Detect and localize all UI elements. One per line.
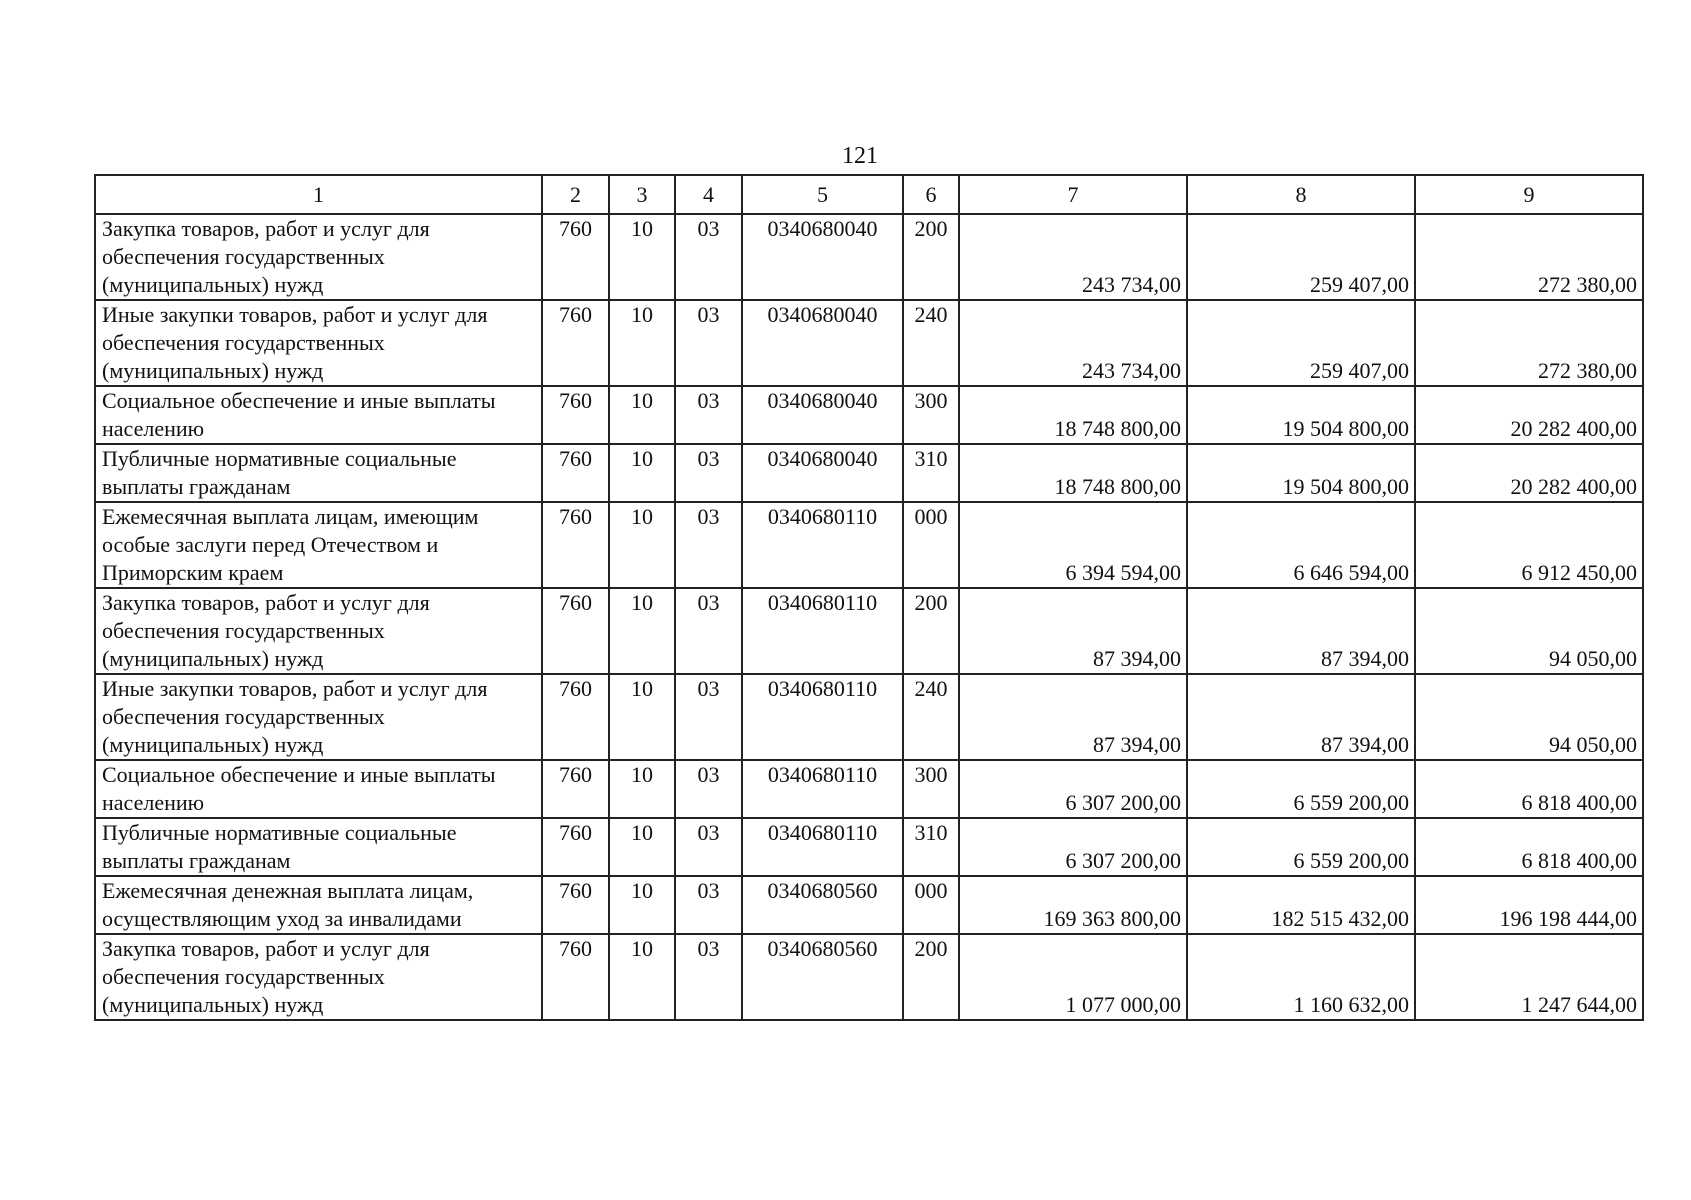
table-row	[95, 502, 1643, 588]
amount-7-cell: 6 307 200,00	[959, 818, 1187, 876]
row-name-cell: Иные закупки товаров, работ и услуг для обеспечения государственных (муниципальных) нужд	[95, 674, 542, 760]
row-name-cell: Социальное обеспечение и иные выплаты населению	[95, 386, 542, 444]
amount-8-cell: 1 160 632,00	[1187, 934, 1415, 1020]
page-number: 121	[842, 143, 878, 169]
amount-9-cell: 94 050,00	[1415, 674, 1643, 760]
code-2-cell: 760	[542, 300, 609, 386]
column-header-7: 7	[959, 175, 1187, 214]
table-row	[95, 818, 1643, 876]
code-5-cell: 0340680110	[742, 674, 903, 760]
code-6-cell: 200	[903, 588, 959, 674]
code-6-cell: 310	[903, 444, 959, 502]
table-row	[95, 444, 1643, 502]
amount-9-cell: 6 818 400,00	[1415, 818, 1643, 876]
row-name-cell: Публичные нормативные социальные выплаты гражданам	[95, 444, 542, 502]
amount-8-cell: 19 504 800,00	[1187, 386, 1415, 444]
code-2-cell: 760	[542, 386, 609, 444]
row-name-cell: Ежемесячная денежная выплата лицам, осуществляющим уход за инвалидами	[95, 876, 542, 934]
amount-9-cell: 6 818 400,00	[1415, 760, 1643, 818]
code-3-cell: 10	[609, 876, 675, 934]
amount-8-cell: 87 394,00	[1187, 588, 1415, 674]
code-6-cell: 200	[903, 934, 959, 1020]
code-6-cell: 300	[903, 386, 959, 444]
code-4-cell: 03	[675, 386, 742, 444]
amount-8-cell: 87 394,00	[1187, 674, 1415, 760]
code-2-cell: 760	[542, 444, 609, 502]
table-row	[95, 674, 1643, 760]
code-3-cell: 10	[609, 818, 675, 876]
row-name-cell: Социальное обеспечение и иные выплаты населению	[95, 760, 542, 818]
table-row	[95, 300, 1643, 386]
amount-7-cell: 18 748 800,00	[959, 444, 1187, 502]
code-5-cell: 0340680560	[742, 934, 903, 1020]
code-2-cell: 760	[542, 588, 609, 674]
amount-8-cell: 6 646 594,00	[1187, 502, 1415, 588]
code-5-cell: 0340680110	[742, 502, 903, 588]
amount-9-cell: 1 247 644,00	[1415, 934, 1643, 1020]
amount-8-cell: 182 515 432,00	[1187, 876, 1415, 934]
amount-8-cell: 259 407,00	[1187, 300, 1415, 386]
code-3-cell: 10	[609, 588, 675, 674]
code-4-cell: 03	[675, 588, 742, 674]
row-name-cell: Закупка товаров, работ и услуг для обеспечения государственных (муниципальных) нужд	[95, 588, 542, 674]
code-5-cell: 0340680560	[742, 876, 903, 934]
code-6-cell: 240	[903, 300, 959, 386]
code-4-cell: 03	[675, 934, 742, 1020]
amount-7-cell: 169 363 800,00	[959, 876, 1187, 934]
code-4-cell: 03	[675, 300, 742, 386]
amount-7-cell: 243 734,00	[959, 214, 1187, 300]
code-2-cell: 760	[542, 760, 609, 818]
table-row	[95, 214, 1643, 300]
amount-7-cell: 87 394,00	[959, 588, 1187, 674]
table-row	[95, 760, 1643, 818]
amount-8-cell: 6 559 200,00	[1187, 760, 1415, 818]
code-4-cell: 03	[675, 502, 742, 588]
code-5-cell: 0340680040	[742, 214, 903, 300]
code-2-cell: 760	[542, 818, 609, 876]
amount-9-cell: 272 380,00	[1415, 214, 1643, 300]
column-header-1: 1	[95, 175, 542, 214]
code-2-cell: 760	[542, 876, 609, 934]
code-3-cell: 10	[609, 934, 675, 1020]
amount-9-cell: 6 912 450,00	[1415, 502, 1643, 588]
code-6-cell: 000	[903, 876, 959, 934]
code-3-cell: 10	[609, 386, 675, 444]
amount-9-cell: 20 282 400,00	[1415, 386, 1643, 444]
code-6-cell: 000	[903, 502, 959, 588]
table-row	[95, 934, 1643, 1020]
column-header-2: 2	[542, 175, 609, 214]
table-row	[95, 386, 1643, 444]
row-name-cell: Публичные нормативные социальные выплаты гражданам	[95, 818, 542, 876]
code-5-cell: 0340680040	[742, 386, 903, 444]
budget-table	[94, 174, 1644, 1021]
code-6-cell: 300	[903, 760, 959, 818]
column-header-6: 6	[903, 175, 959, 214]
code-4-cell: 03	[675, 674, 742, 760]
code-3-cell: 10	[609, 300, 675, 386]
code-2-cell: 760	[542, 502, 609, 588]
column-header-3: 3	[609, 175, 675, 214]
amount-7-cell: 6 394 594,00	[959, 502, 1187, 588]
row-name-cell: Закупка товаров, работ и услуг для обеспечения государственных (муниципальных) нужд	[95, 214, 542, 300]
amount-8-cell: 259 407,00	[1187, 214, 1415, 300]
code-5-cell: 0340680110	[742, 818, 903, 876]
code-4-cell: 03	[675, 818, 742, 876]
amount-9-cell: 272 380,00	[1415, 300, 1643, 386]
code-4-cell: 03	[675, 876, 742, 934]
amount-8-cell: 6 559 200,00	[1187, 818, 1415, 876]
code-3-cell: 10	[609, 214, 675, 300]
table-body	[95, 214, 1643, 1020]
row-name-cell: Закупка товаров, работ и услуг для обеспечения государственных (муниципальных) нужд	[95, 934, 542, 1020]
code-3-cell: 10	[609, 674, 675, 760]
code-2-cell: 760	[542, 934, 609, 1020]
amount-7-cell: 243 734,00	[959, 300, 1187, 386]
code-5-cell: 0340680110	[742, 588, 903, 674]
row-name-cell: Ежемесячная выплата лицам, имеющим особые заслуги перед Отечеством и Приморским краем	[95, 502, 542, 588]
amount-7-cell: 87 394,00	[959, 674, 1187, 760]
amount-9-cell: 94 050,00	[1415, 588, 1643, 674]
code-3-cell: 10	[609, 502, 675, 588]
row-name-cell: Иные закупки товаров, работ и услуг для обеспечения государственных (муниципальных) нужд	[95, 300, 542, 386]
code-2-cell: 760	[542, 674, 609, 760]
code-6-cell: 240	[903, 674, 959, 760]
code-2-cell: 760	[542, 214, 609, 300]
code-6-cell: 310	[903, 818, 959, 876]
amount-9-cell: 196 198 444,00	[1415, 876, 1643, 934]
code-5-cell: 0340680110	[742, 760, 903, 818]
table-row	[95, 876, 1643, 934]
table-row	[95, 588, 1643, 674]
code-6-cell: 200	[903, 214, 959, 300]
code-5-cell: 0340680040	[742, 300, 903, 386]
code-4-cell: 03	[675, 760, 742, 818]
table-header	[95, 175, 1643, 214]
column-header-9: 9	[1415, 175, 1643, 214]
amount-7-cell: 18 748 800,00	[959, 386, 1187, 444]
amount-8-cell: 19 504 800,00	[1187, 444, 1415, 502]
code-4-cell: 03	[675, 214, 742, 300]
column-header-4: 4	[675, 175, 742, 214]
code-3-cell: 10	[609, 444, 675, 502]
code-5-cell: 0340680040	[742, 444, 903, 502]
amount-7-cell: 1 077 000,00	[959, 934, 1187, 1020]
column-header-8: 8	[1187, 175, 1415, 214]
code-4-cell: 03	[675, 444, 742, 502]
column-header-5: 5	[742, 175, 903, 214]
amount-7-cell: 6 307 200,00	[959, 760, 1187, 818]
amount-9-cell: 20 282 400,00	[1415, 444, 1643, 502]
code-3-cell: 10	[609, 760, 675, 818]
header-row	[95, 175, 1643, 214]
